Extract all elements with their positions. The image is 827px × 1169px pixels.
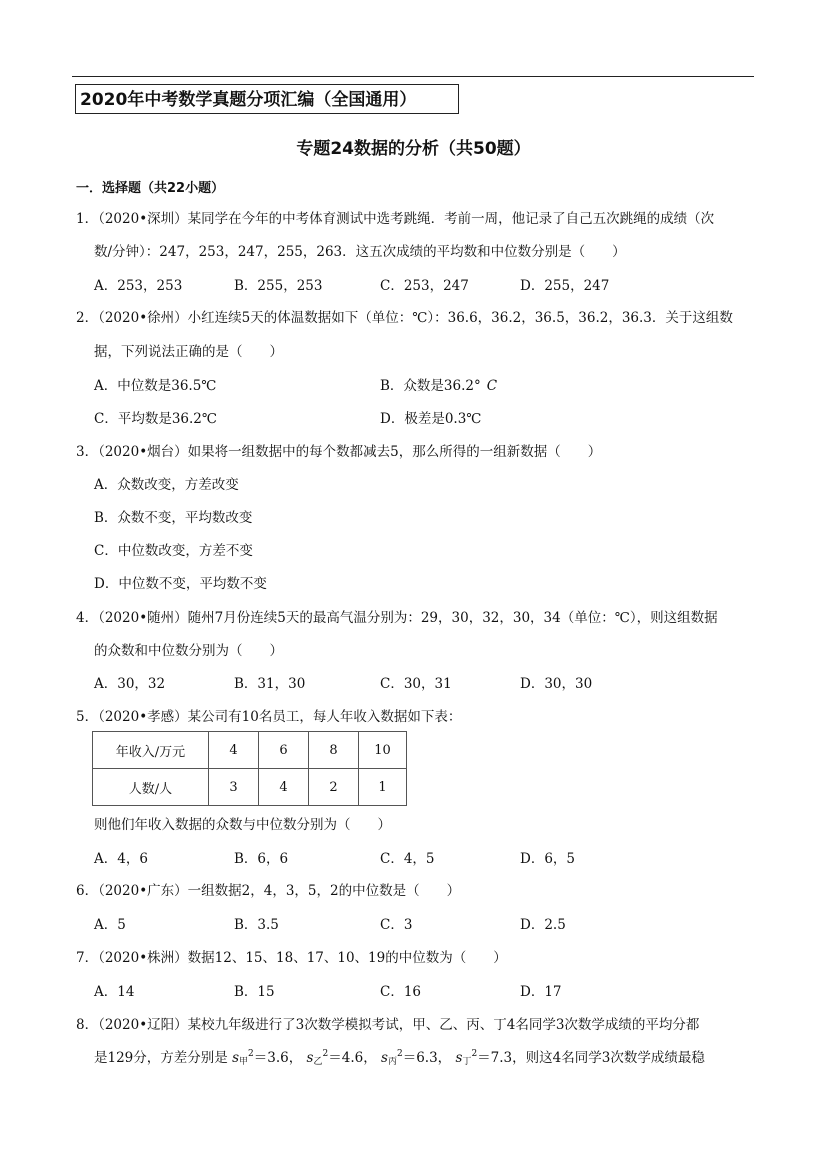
text-span: ＝7.3，则这4名同学3次数学成绩最稳: [477, 1050, 705, 1066]
option-c[interactable]: C．253，247: [380, 278, 469, 294]
option-c[interactable]: C．3: [380, 917, 413, 933]
question-text: 则他们年收入数据的众数与中位数分别为（ ）: [94, 817, 391, 833]
section-heading: 一．选择题（共22小题）: [76, 181, 225, 196]
question-number: 5．: [76, 709, 99, 725]
table-cell: 10: [359, 732, 407, 769]
table-cell: 4: [259, 769, 309, 806]
variance-symbol: s: [306, 1050, 314, 1066]
option-b[interactable]: B．3.5: [234, 917, 279, 933]
table-cell: 1: [359, 769, 407, 806]
option-d[interactable]: D．中位数不变，平均数不变: [94, 576, 267, 592]
variance-superscript: 2: [471, 1049, 478, 1059]
variance-subscript: 乙: [313, 1057, 323, 1067]
question-text: （2020•随州）随州7月份连续5天的最高气温分别为：29，30，32，30，34（单位：℃），则这组数据: [98, 610, 718, 626]
question-text: 的众数和中位数分别为（ ）: [94, 643, 283, 659]
question-number: 7．: [76, 950, 99, 966]
question-1: [76, 207, 714, 227]
option-b[interactable]: B．15: [234, 984, 275, 1000]
option-d[interactable]: D．30，30: [520, 676, 593, 692]
question-text: （2020•烟台）如果将一组数据中的每个数都减去5，那么所得的一组新数据（ ）: [98, 444, 602, 460]
variance-superscript: 2: [396, 1049, 403, 1059]
question-text: 据，下列说法正确的是（ ）: [94, 344, 283, 360]
variance-subscript: 丙: [387, 1057, 397, 1067]
option-c[interactable]: C．16: [380, 984, 422, 1000]
variance-superscript: 2: [322, 1049, 329, 1059]
text-span: 是129分，方差分别是: [94, 1050, 228, 1066]
variance-symbol: s: [232, 1050, 240, 1066]
header-rule: [72, 76, 754, 77]
question-number: 6．: [76, 883, 99, 899]
question-4: [76, 606, 718, 626]
question-3: [76, 440, 601, 460]
income-table: [92, 731, 407, 806]
table-cell: 人数/人: [93, 769, 209, 806]
option-a[interactable]: A．4，6: [94, 851, 148, 867]
option-d[interactable]: D．极差是0.3℃: [380, 411, 482, 427]
option-c[interactable]: C．中位数改变，方差不变: [94, 543, 253, 559]
option-b[interactable]: B．6，6: [234, 851, 289, 867]
option-unit: C: [486, 378, 498, 394]
option-b[interactable]: B．31，30: [234, 676, 306, 692]
question-text: 数/分钟）：247，253，247，255，263．这五次成绩的平均数和中位数分别是（ ）: [94, 244, 626, 260]
option-d[interactable]: D．17: [520, 984, 562, 1000]
table-cell: 6: [259, 732, 309, 769]
question-5: [76, 705, 461, 725]
option-a[interactable]: A．30，32: [94, 676, 166, 692]
option-c[interactable]: C．平均数是36.2℃: [94, 411, 217, 427]
question-text: （2020•深圳）某同学在今年的中考体育测试中选考跳绳．考前一周，他记录了自己五次跳绳的成绩（次: [98, 211, 715, 227]
option-a[interactable]: A．5: [94, 917, 126, 933]
option-a[interactable]: A．253，253: [94, 278, 183, 294]
table-cell: 4: [209, 732, 259, 769]
question-number: 1．: [76, 211, 99, 227]
question-number: 4．: [76, 610, 99, 626]
collection-title: 2020年中考数学真题分项汇编（全国通用）: [75, 84, 459, 114]
question-text: （2020•辽阳）某校九年级进行了3次数学模拟考试，甲、乙、丙、丁4名同学3次数学成绩的平均分都: [98, 1017, 700, 1033]
text-span: ＝3.6，: [253, 1050, 303, 1066]
option-text: B．众数是36.2°: [380, 378, 481, 394]
topic-title: 专题24数据的分析（共50题）: [296, 139, 531, 159]
question-number: 3．: [76, 444, 99, 460]
question-number: 2．: [76, 310, 99, 326]
question-7: [76, 946, 507, 966]
option-d[interactable]: D．6，5: [520, 851, 576, 867]
option-d[interactable]: D．2.5: [520, 917, 566, 933]
table-cell: 3: [209, 769, 259, 806]
question-text: （2020•广东）一组数据2，4，3，5，2的中位数是（ ）: [98, 883, 461, 899]
question-6: [76, 879, 460, 899]
variance-subscript: 丁: [462, 1057, 472, 1067]
question-text: [94, 1046, 705, 1067]
option-a[interactable]: A．中位数是36.5℃: [94, 378, 217, 394]
question-text: （2020•株洲）数据12、15、18、17、10、19的中位数为（ ）: [98, 950, 507, 966]
option-d[interactable]: D．255，247: [520, 278, 610, 294]
option-b[interactable]: [380, 374, 497, 394]
table-cell: 8: [309, 732, 359, 769]
text-span: ＝4.6，: [328, 1050, 377, 1066]
question-2: [76, 306, 733, 326]
question-8: [76, 1013, 699, 1033]
table-row: [93, 732, 407, 769]
option-c[interactable]: C．30，31: [380, 676, 452, 692]
option-a[interactable]: A．14: [94, 984, 135, 1000]
option-b[interactable]: B．255，253: [234, 278, 323, 294]
option-c[interactable]: C．4，5: [380, 851, 435, 867]
variance-superscript: 2: [248, 1049, 254, 1059]
table-row: [93, 769, 407, 806]
variance-symbol: s: [381, 1050, 388, 1066]
table-cell: 年收入/万元: [93, 732, 209, 769]
option-b[interactable]: B．众数不变，平均数改变: [94, 510, 253, 526]
variance-symbol: s: [455, 1050, 463, 1066]
text-span: ＝6.3，: [402, 1050, 452, 1066]
variance-subscript: 甲: [239, 1057, 249, 1067]
question-text: （2020•孝感）某公司有10名员工，每人年收入数据如下表：: [98, 709, 462, 725]
option-a[interactable]: A．众数改变，方差改变: [94, 477, 239, 493]
question-number: 8．: [76, 1017, 99, 1033]
question-text: （2020•徐州）小红连续5天的体温数据如下（单位：℃）：36.6，36.2，36.5，36.2，36.3．关于这组数: [98, 310, 733, 326]
table-cell: 2: [309, 769, 359, 806]
